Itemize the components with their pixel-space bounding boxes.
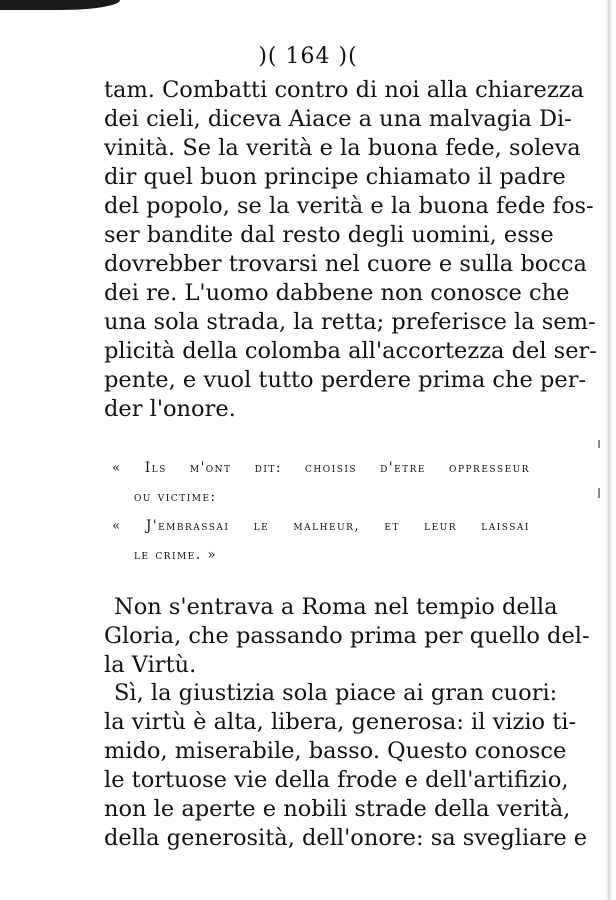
scan-ink-blot [0,0,120,10]
paragraph-1 [104,76,597,424]
text-line: mido, miserabile, basso. Questo conosce [104,738,567,764]
quote-line: « J'embrassai le malheur, et leur laissai [112,518,530,534]
text-line: pente, e vuol tutto perdere prima che per- [104,367,587,393]
text-line: vinità. Se la verità e la buona fede, soleva [104,135,581,161]
page-edge-shadow [606,0,612,900]
text-line: dovrebber trovarsi nel cuore e sulla bocca [104,251,587,277]
text-line: Non s'entrava a Roma nel tempio della [114,594,558,620]
text-line: dir quel buon principe chiamato il padre [104,164,566,190]
text-line: der l'onore. [104,396,236,422]
text-line: ser bandite dal resto degli uomini, esse [104,222,554,248]
text-line: Gloria, che passando prima per quello del- [104,623,590,649]
quote-line: ou victime: [134,489,217,505]
text-line: la Virtù. [104,652,197,678]
text-line: plicità della colomba all'accortezza del ser- [104,338,597,364]
text-line: tam. Combatti contro di noi alla chiarezza [104,77,584,103]
edge-speck [598,488,600,498]
text-line: Sì, la giustizia sola piace ai gran cuori: [114,680,558,706]
text-line: la virtù è alta, libera, generosa: il vizio ti- [104,709,577,735]
text-line: dei cieli, diceva Aiace a una malvagia Di- [104,106,572,132]
french-verse-quote [112,454,530,570]
paragraph-2 [104,593,590,680]
quote-line: le crime. » [134,547,218,563]
text-line: non le aperte e nobili strade della verità, [104,796,571,822]
text-line: una sola strada, la retta; preferisce la sem- [104,309,596,335]
edge-speck [598,440,600,448]
text-line: le tortuose vie della frode e dell'artifizio, [104,767,569,793]
text-line: del popolo, se la verità e la buona fede fos- [104,193,594,219]
text-line: della generosità, dell'onore: sa svegliare e [104,825,588,851]
quote-line: « Ils m'ont dit: choisis d'etre oppresseur [112,460,530,476]
page-number: )( 164 )( [258,44,358,69]
paragraph-3 [104,679,588,853]
text-line: dei re. L'uomo dabbene non conosce che [104,280,570,306]
